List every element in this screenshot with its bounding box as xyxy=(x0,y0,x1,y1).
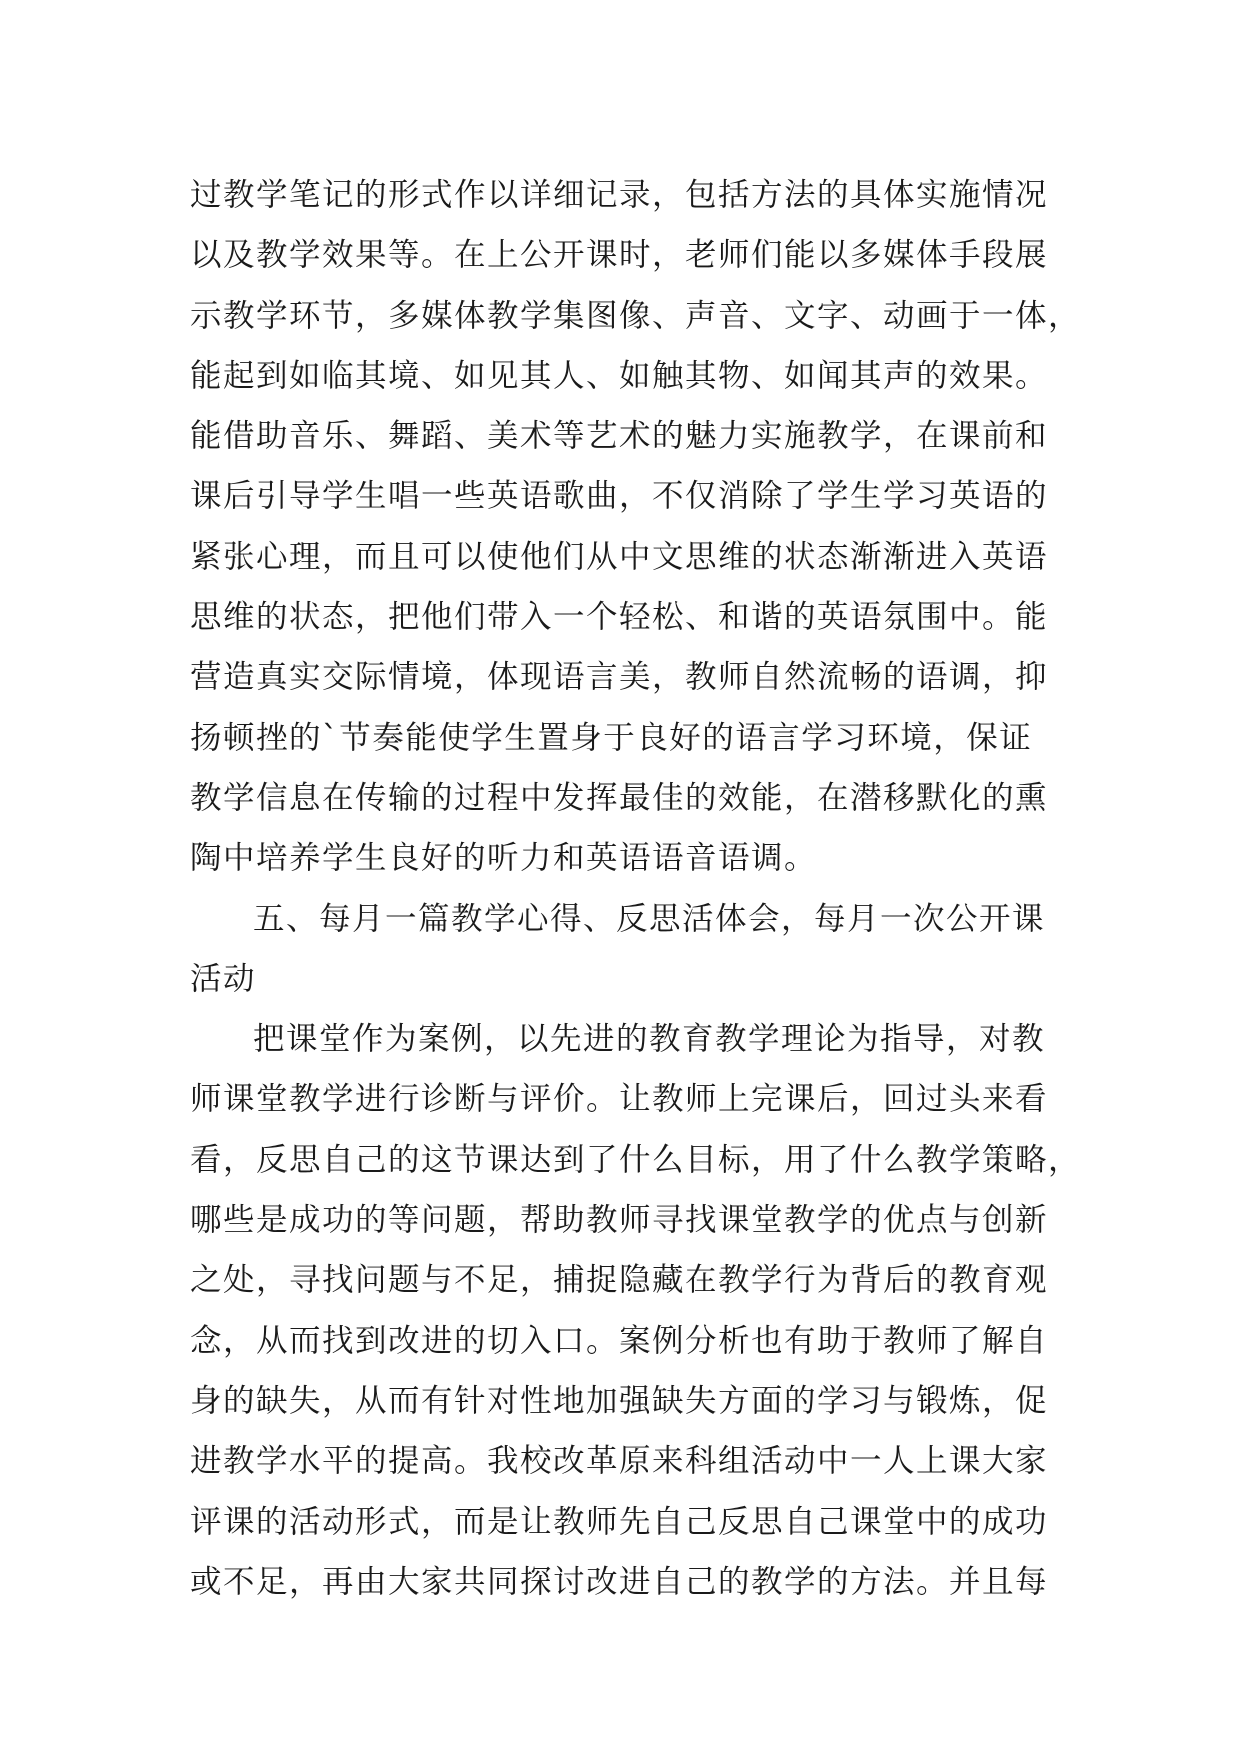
body-text xyxy=(190,165,1090,1612)
text-line: 以及教学效果等。在上公开课时，老师们能以多媒体手段展 xyxy=(190,237,1049,274)
text-line: 师课堂教学进行诊断与评价。让教师上完课后，回过头来看 xyxy=(190,1081,1049,1118)
text-line: 哪些是成功的等问题，帮助教师寻找课堂教学的优点与创新 xyxy=(190,1202,1049,1239)
text-line: 念，从而找到改进的切入口。案例分析也有助于教师了解自 xyxy=(190,1322,1049,1359)
text-line: 营造真实交际情境，体现语言美，教师自然流畅的语调，抑 xyxy=(190,659,1049,696)
text-line: 之处，寻找问题与不足，捕捉隐藏在教学行为背后的教育观 xyxy=(190,1262,1049,1299)
text-line: 示教学环节，多媒体教学集图像、声音、文字、动画于一体， xyxy=(190,297,1082,334)
text-line: 能借助音乐、舞蹈、美术等艺术的魅力实施教学，在课前和 xyxy=(190,418,1049,455)
text-line: 过教学笔记的形式作以详细记录，包括方法的具体实施情况 xyxy=(190,177,1049,213)
text-line: 课后引导学生唱一些英语歌曲，不仅消除了学生学习英语的 xyxy=(190,478,1049,515)
text-line: 身的缺失，从而有针对性地加强缺失方面的学习与锻炼，促 xyxy=(190,1382,1049,1419)
text-line: 教学信息在传输的过程中发挥最佳的效能，在潜移默化的熏 xyxy=(190,779,1049,816)
section-heading: 五、每月一篇教学心得、反思活体会，每月一次公开课 xyxy=(253,900,1046,937)
text-line: 进教学水平的提高。我校改革原来科组活动中一人上课大家 xyxy=(190,1443,1049,1480)
text-line: 陶中培养学生良好的听力和英语语音语调。 xyxy=(190,840,818,877)
text-line: 或不足，再由大家共同探讨改进自己的教学的方法。并且每 xyxy=(190,1563,1049,1600)
text-line: 能起到如临其境、如见其人、如触其物、如闻其声的效果。 xyxy=(190,357,1049,394)
paragraph-first-line: 把课堂作为案例，以先进的教育教学理论为指导，对教 xyxy=(253,1021,1046,1058)
section-heading-continuation: 活动 xyxy=(190,960,257,997)
text-line: 紧张心理，而且可以使他们从中文思维的状态渐渐进入英语 xyxy=(190,538,1049,575)
text-line: 扬顿挫的`节奏能使学生置身于良好的语言学习环境，保证 xyxy=(190,719,1033,756)
text-line: 思维的状态，把他们带入一个轻松、和谐的英语氛围中。能 xyxy=(190,599,1049,636)
text-line: 看，反思自己的这节课达到了什么目标，用了什么教学策略， xyxy=(190,1141,1082,1178)
text-line: 评课的活动形式，而是让教师先自己反思自己课堂中的成功 xyxy=(190,1503,1049,1540)
